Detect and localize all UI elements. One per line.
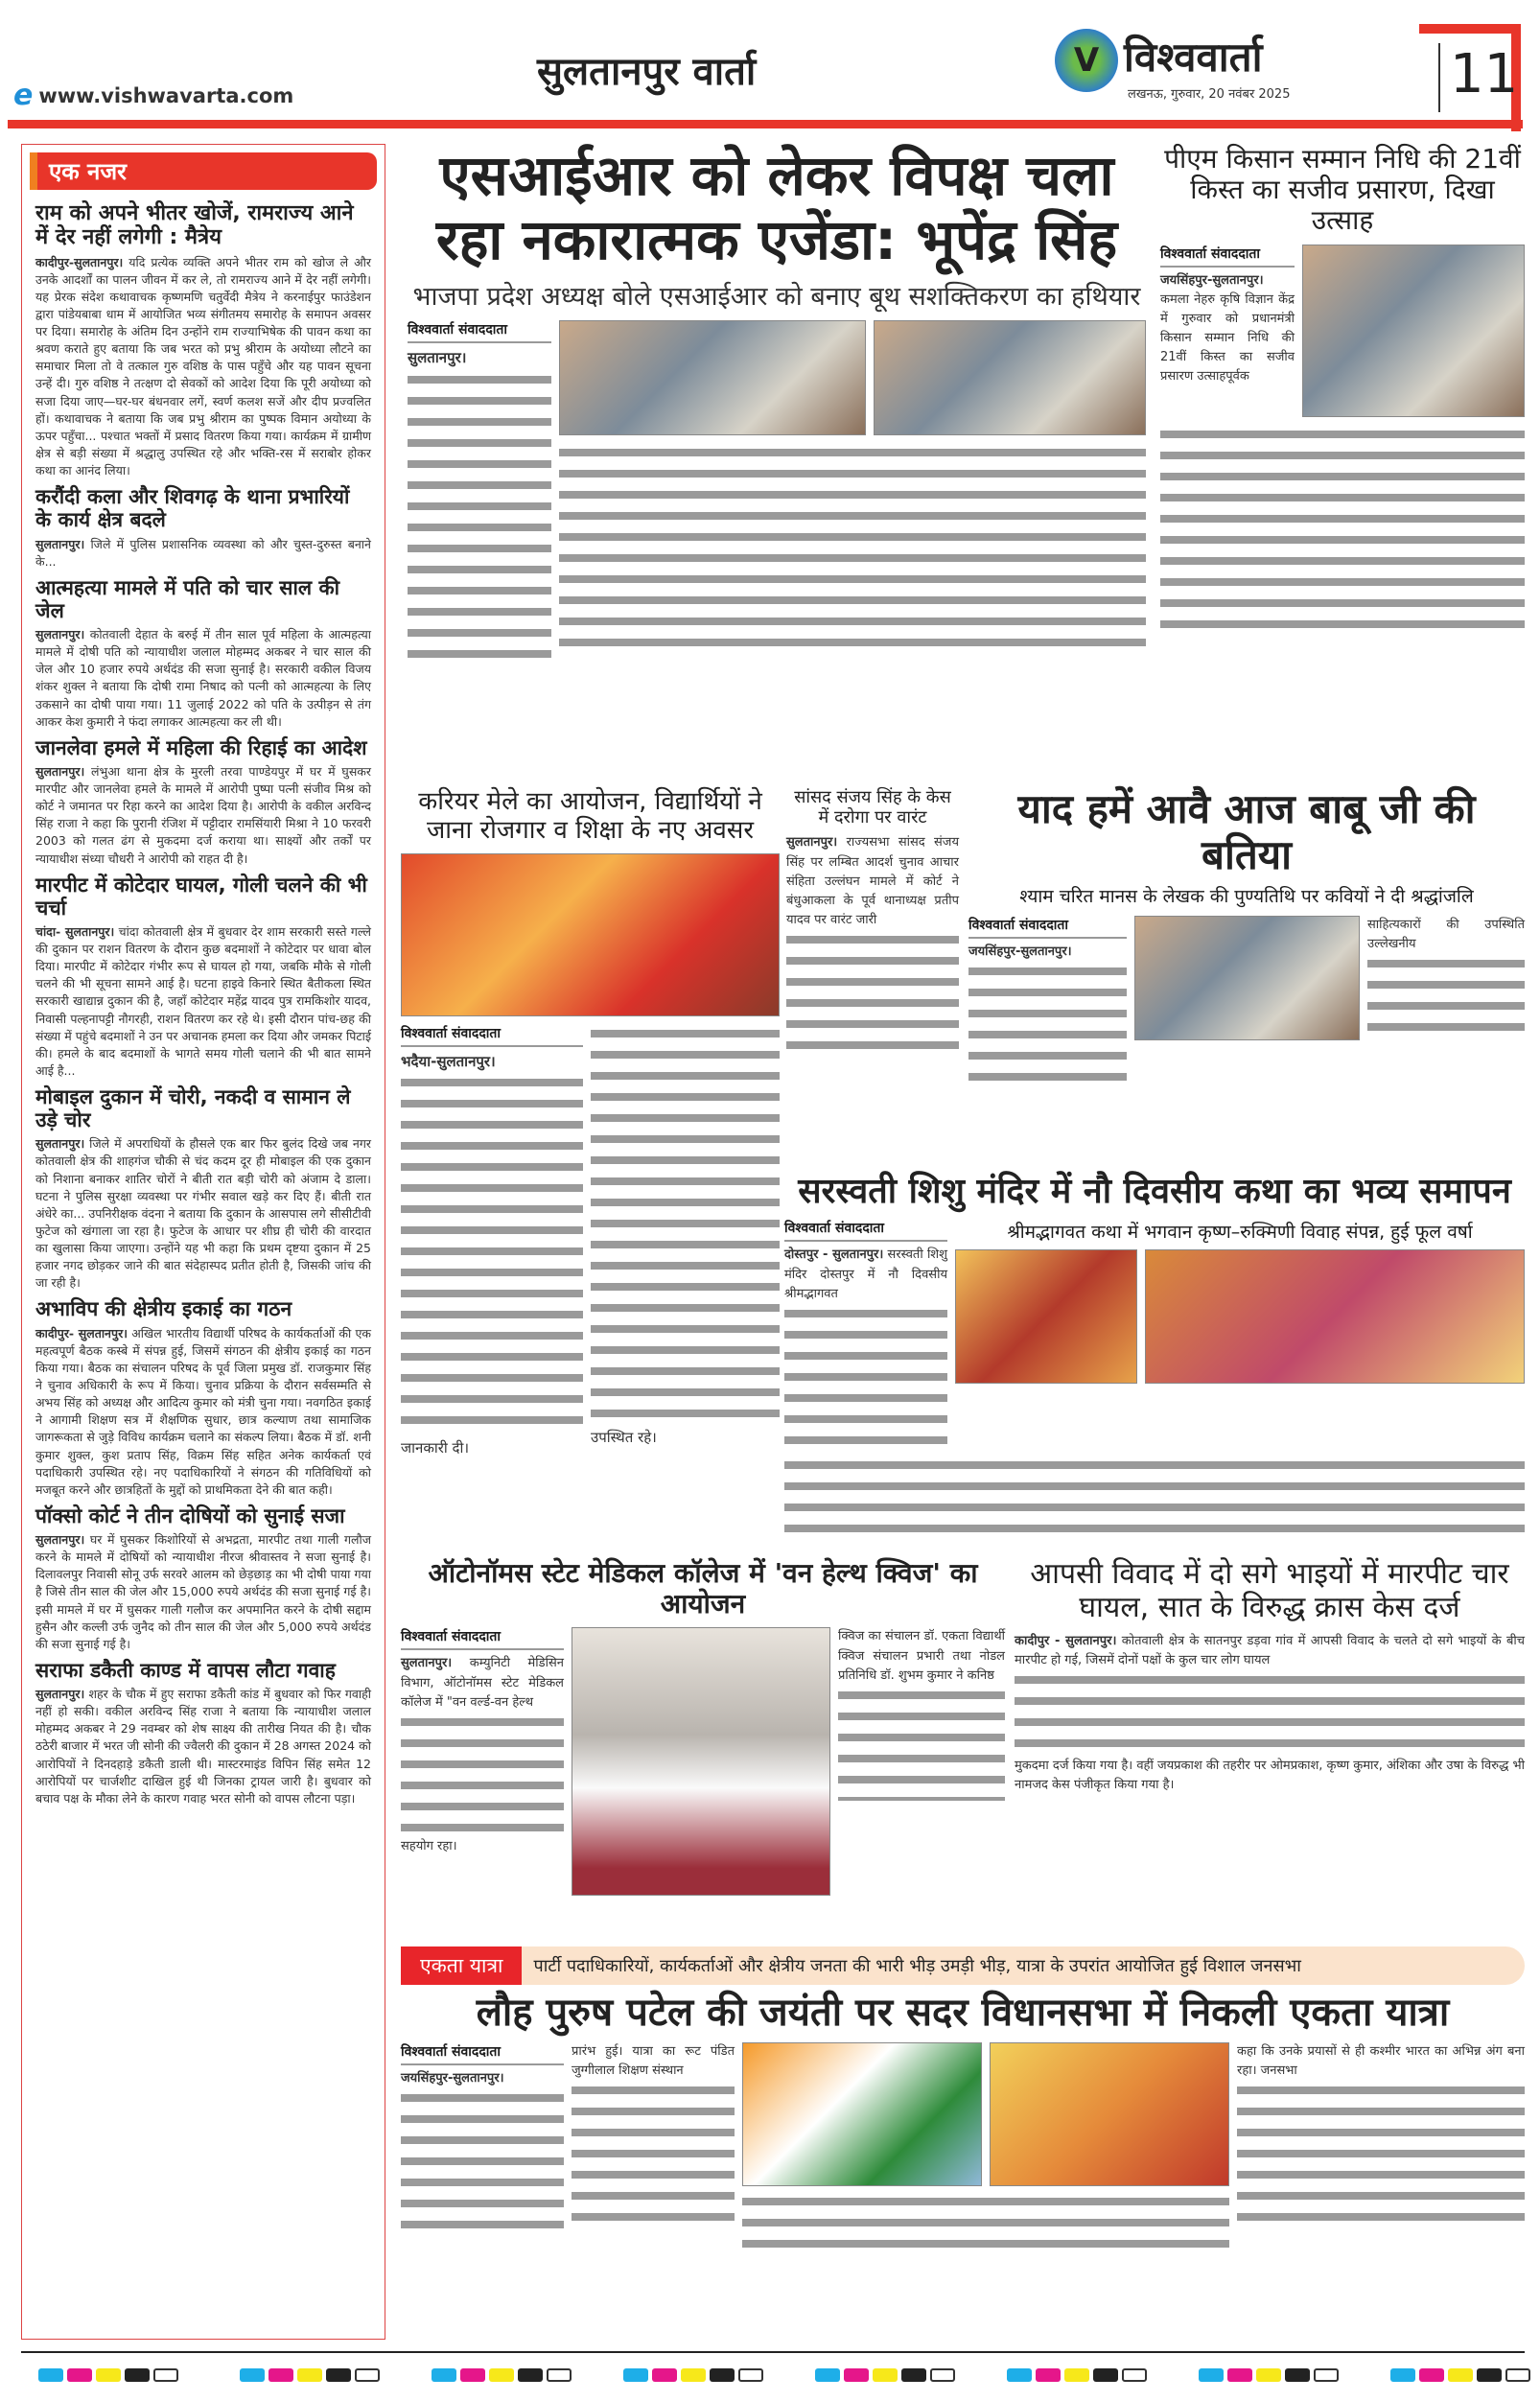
- lead-subheadline: भाजपा प्रदेश अध्यक्ष बोले एसआईआर को बनाए बूथ सशक्तिकरण का हथियार: [412, 282, 1141, 313]
- medical-text: कम्युनिटी मेडिसिन विभाग, ऑटोनॉमस स्टेट मेडिकल कॉलेज में "वन वर्ल्ड-वन हेल्थ: [401, 1656, 564, 1710]
- text-lines: [784, 1456, 1525, 1542]
- kisan-story: [1160, 144, 1525, 636]
- babuji-story: [968, 786, 1525, 1086]
- babuji-photo: [1134, 916, 1360, 1040]
- saraswati-text: सरस्वती शिशु मंदिर दोस्तपुर में नौ दिवसीय श्रीमद्भागवत: [784, 1247, 947, 1301]
- babuji-headline: याद हमें आवै आज बाबू जी की बतिया: [1017, 785, 1476, 879]
- color-swatch: [326, 2368, 351, 2382]
- story-headline: मारपीट में कोटेदार घायल, गोली चलने की भी चर्चा: [35, 873, 367, 920]
- dispute-text: कोतवाली क्षेत्र के सातनपुर डड़वा गांव में आपसी विवाद के चलते दो सगे भाइयों के बीच मारपीट हो गई, जिसमें दोनों पक्षों के कुल चार लोग घायल: [1015, 1634, 1525, 1668]
- text-lines: [742, 2192, 1229, 2249]
- sansad-story: [786, 788, 959, 1055]
- dateline-place: चांदा- सुलतानपुर।: [35, 923, 115, 939]
- text-lines: [1367, 954, 1525, 1031]
- dateline-place: सुलतानपुर।: [408, 349, 467, 367]
- left-story: [35, 874, 371, 1080]
- lead-photo-meeting: [874, 320, 1146, 435]
- color-swatch: [1036, 2368, 1061, 2382]
- brand-name: विश्ववार्ता: [1124, 34, 1263, 81]
- story-headline: पॉक्सो कोर्ट ने तीन दोषियों को सुनाई सजा: [35, 1504, 345, 1527]
- color-swatch: [1390, 2368, 1415, 2382]
- registration-mark-icon: [930, 2368, 955, 2382]
- footer-rule: [21, 2351, 1525, 2353]
- medical-headline: ऑटोनॉमस स्टेट मेडिकल कॉलेज में 'वन हेल्थ क्विज' का आयोजन: [428, 1557, 978, 1620]
- dateline-place: भदैया-सुलतानपुर।: [401, 1052, 496, 1070]
- byline: विश्ववार्ता संवाददाता: [401, 1024, 583, 1047]
- header-rule: [8, 120, 1523, 128]
- kisan-text: कमला नेहरु कृषि विज्ञान केंद्र में गुरुवार को प्रधानमंत्री किसान सम्मान निधि की 21वीं किस्त का सजीव प्रसारण उत्साहपूर्वक: [1160, 291, 1295, 385]
- color-swatch: [1093, 2368, 1118, 2382]
- story-text: यदि प्रत्येक व्यक्ति अपने भीतर राम को खोज ले और उनके आदर्शों का पालन जीवन में कर ले, तो रामराज्य आने में देर नहीं लगेगी। यह प्रेरक संदेश कथावाचक कृष्णमणि चतुर्वेदी मैत्रेय ने करनाईपुर फाउंडेशन द्वारा पांडेयबाबा धाम में आयोजित भव्य संगीतमय समारोह के समापन अवसर पर दिया। समारोह के अंतिम दिन उन्होंने राम राज्याभिषेक की पावन कथा का श्रवण कराते हुए बताया कि जब भरत को प्रभु श्रीराम के अयोध्या लौटने का समाचार मिला तो वे तत्काल गुरु वशिष्ठ के पास पहुँचे और यह पावन सूचना उन्हें दी। गुरु वशिष्ठ ने तत्क्षण दो सेवकों को आदेश दिया कि पूरी अयोध्या को सजा दिया जाए—घर-घर बंधनवार लगें, स्वर्ण कलश सजें और दीप प्रज्वलित हों। कथावाचक ने बताया कि जब प्रभु श्रीराम का पुष्पक विमान अयोध्या के ऊपर पहुँचा...: [35, 254, 371, 443]
- color-swatch: [652, 2368, 677, 2382]
- color-swatch: [240, 2368, 265, 2382]
- saraswati-story: [784, 1172, 1525, 1542]
- story-text: चांदा कोतवाली क्षेत्र में बुधवार देर शाम सरकारी सस्ते गल्ले की दुकान पर राशन वितरण के दौरान कुछ बदमाशों ने कोटेदार पर धावा बोल दिया। मारपीट में कोटेदार गंभीर रूप से घायल हो गया, जबकि मौके से गोली चलने की भी सूचना सामने आई है। घटना हाइवे किनारे स्थित बैतीकला स्थित सरकारी खाद्यान्न दुकान की है, जहाँ कोटेदार महेंद्र यादव पुत्र रामकिशोर यादव, निवासी पल्हनापट्टी नौगरही, राशन वितरण कर रहे थे। इसी दौरान पांच-छह की संख्या में पहुंचे बदमाशों ने उन पर अचानक हमला कर दिया और जमकर पिटाई की। हमले के बाद बदमाशों के भागते समय गोली चलाने की भी बात सामने आई है...: [35, 923, 371, 1078]
- medical-photo: [572, 1627, 830, 1896]
- saraswati-subheadline: श्रीमद्भागवत कथा में भगवान कृष्ण–रुक्मिणी विवाह संपन्न, हुई फूल वर्षा: [1007, 1222, 1473, 1244]
- color-swatch: [1227, 2368, 1252, 2382]
- left-story: [35, 576, 371, 731]
- sansad-text: राज्यसभा सांसद संजय सिंह पर लम्बित आदर्श चुनाव आचार संहिता उल्लंघन मामले में कोर्ट ने बंधुआकला के पूर्व थानाध्यक्ष प्रतीप यादव पर वारंट जारी: [786, 835, 959, 927]
- color-swatch: [1256, 2368, 1281, 2382]
- ekta-headline: लौह पुरुष पटेल की जयंती पर सदर विधानसभा में निकली एकता यात्रा: [476, 1991, 1450, 2035]
- left-news-box: [21, 144, 385, 2340]
- dispute-headline: आपसी विवाद में दो सगे भाइयों में मारपीट चार घायल, सात के विरुद्ध क्रास केस दर्ज: [1030, 1557, 1509, 1624]
- saraswati-photo-2: [1145, 1249, 1525, 1384]
- lead-headline: एसआईआर को लेकर विपक्ष चला रहा नकारात्मक एजेंडा: भूपेंद्र सिंह: [435, 143, 1118, 272]
- color-swatch: [489, 2368, 514, 2382]
- color-swatch: [1419, 2368, 1444, 2382]
- dateline-place: सुलतानपुर।: [35, 1136, 85, 1152]
- left-story: [35, 736, 371, 868]
- color-swatch: [518, 2368, 543, 2382]
- color-swatch: [96, 2368, 121, 2382]
- color-swatch: [1064, 2368, 1089, 2382]
- color-swatch: [815, 2368, 840, 2382]
- story-text: शहर के चौक में हुए सराफा डकैती कांड में बुधवार को फिर गवाही नहीं हो सकी। वकील अरविन्द सिंह राजा ने बताया कि न्यायाधीश जलाल मोहम्मद अकबर ने 29 नवम्बर को शेष साक्ष्य की तारीख नियत की है। चौक ठठेरी बाजार में भरत जी सोनी की ज्वैलरी की दुकान में 28 अगस्त 2024 को आरोपियों ने दिनदहाड़े डकैती डाली थी। मास्टरमाइंड विपिन सिंह समेत 12 आरोपियों पर चार्जशीट दाखिल हुई थी जिनका ट्रायल जारी है। बुधवार को बचाव पक्ष के मौका लेने के कारण गवाह भरत सोनी को वापस लौटना पड़ा।: [35, 1687, 371, 1806]
- color-swatch: [901, 2368, 926, 2382]
- text-lines: [1237, 2081, 1525, 2225]
- dateline-place: जयसिंहपुर-सुलतानपुर।: [401, 2071, 504, 2086]
- color-swatch: [1007, 2368, 1032, 2382]
- page-number: 11: [1438, 43, 1518, 112]
- ekta-col2: प्रारंभ हुई। यात्रा का रूट पंडित जुग्गीलाल शिक्षण संस्थान: [572, 2044, 735, 2079]
- byline: विश्ववार्ता संवाददाता: [408, 320, 551, 343]
- color-swatch: [1448, 2368, 1473, 2382]
- color-swatch: [268, 2368, 293, 2382]
- color-swatch: [1285, 2368, 1310, 2382]
- story-text: कोतवाली देहात के बरुई में तीन साल पूर्व महिला के आत्महत्या मामले में दोषी पति को न्यायाधीश जलाल मोहम्मद अकबर ने चार साल की जेल और 10 हजार रुपये अर्थदंड की सजा सुनाई है। सरकारी वकील विजय शंकर शुक्ल ने बताया कि दोषी रामा निषाद को पत्नी को आत्महत्या के लिए उकसाने का दोषी पाया गया। 11 जुलाई 2022 को पति के उत्पीड़न से तंग आकर केश कुमारी ने फंदा लगाकर आत्महत्या कर ली थी।: [35, 627, 371, 729]
- left-story: [35, 1659, 371, 1807]
- ekta-side: कहा कि उनके प्रयासों से ही कश्मीर भारत का अभिन्न अंग बना रहा। जनसभा: [1237, 2044, 1525, 2079]
- story-headline: करौंदी कला और शिवगढ़ के थाना प्रभारियों के कार्य क्षेत्र बदले: [35, 485, 350, 532]
- color-swatch: [1477, 2368, 1502, 2382]
- story-headline: अभाविप की क्षेत्रीय इकाई का गठन: [35, 1297, 292, 1321]
- medical-side: क्विज का संचालन डॉ. एकता विद्यार्थी क्विज संचालन प्रभारी तथा नोडल प्रतिनिधि डॉ. शुभम कुमार ने कनिष्ठ: [838, 1629, 1006, 1683]
- story-headline: आत्महत्या मामले में पति को चार साल की जेल: [35, 575, 340, 622]
- dateline-place: कादीपुर - सुलतानपुर।: [1015, 1634, 1117, 1648]
- left-story: [35, 201, 371, 479]
- color-swatch: [67, 2368, 92, 2382]
- story-text: जिले में पुलिस प्रशासनिक व्यवस्था को और चुस्त-दुरुस्त बनाने के...: [35, 536, 371, 569]
- byline: विश्ववार्ता संवाददाता: [968, 916, 1127, 939]
- left-story: [35, 1504, 371, 1653]
- sansad-headline: सांसद संजय सिंह के केस में दरोगा पर वारंट: [794, 787, 951, 828]
- color-swatch: [297, 2368, 322, 2382]
- color-swatch: [432, 2368, 456, 2382]
- left-story: [35, 485, 371, 571]
- dateline-place: जयसिंहपुर-सुलतानपुर।: [1160, 272, 1264, 288]
- story-headline: सराफा डकैती काण्ड में वापस लौटा गवाह: [35, 1658, 336, 1682]
- career-end-2: उपस्थित रहे।: [591, 1428, 657, 1446]
- text-lines: [1015, 1670, 1525, 1757]
- browser-e-icon: e: [13, 79, 34, 112]
- color-swatch: [1199, 2368, 1224, 2382]
- career-photo: [401, 853, 780, 1016]
- color-swatch: [844, 2368, 869, 2382]
- text-lines: [1160, 425, 1525, 636]
- dateline-place: दोस्तपुर - सुलतानपुर।: [784, 1247, 884, 1263]
- dateline-place: जयसिंहपुर-सुलतानपुर।: [968, 944, 1072, 959]
- lead-story: [408, 144, 1146, 658]
- babuji-subheadline: श्याम चरित मानस के लेखक की पुण्यतिथि पर कवियों ने दी श्रद्धांजलि: [1019, 885, 1474, 907]
- byline: विश्ववार्ता संवाददाता: [784, 1219, 947, 1242]
- dateline-place: कादीपुर- सुलतानपुर।: [35, 1325, 128, 1340]
- story-end: पश्चात भक्तों में प्रसाद वितरण किया गया। कार्यक्रम में ग्रामीण क्षेत्र से बड़ी संख्या में श्रद्धालु उपस्थित रहे और भक्ति-रस में सराबोर होकर कथा का आनंद लिया।: [35, 428, 371, 478]
- website-url[interactable]: e www.vishwavarta.com: [13, 79, 294, 112]
- babuji-side: साहित्यकारों की उपस्थिति उल्लेखनीय: [1367, 917, 1525, 951]
- saraswati-headline: सरस्वती शिशु मंदिर में नौ दिवसीय कथा का भव्य समापन: [798, 1172, 1511, 1211]
- registration-mark-icon: [1122, 2368, 1147, 2382]
- left-story: [35, 1085, 371, 1292]
- story-headline: जानलेवा हमले में महिला की रिहाई का आदेश: [35, 735, 367, 759]
- color-swatch: [681, 2368, 706, 2382]
- dateline-place: कादीपुर-सुलतानपुर।: [35, 254, 124, 269]
- dateline-place: सुलतानपुर।: [35, 1687, 85, 1702]
- section-title: सुलतानपुर वार्ता: [537, 50, 757, 94]
- career-end: जानकारी दी।: [401, 1439, 470, 1457]
- story-headline: मोबाइल दुकान में चोरी, नकदी व सामान ले उड़े चोर: [35, 1085, 351, 1132]
- text-lines: [591, 1024, 780, 1427]
- text-lines: [559, 443, 1146, 654]
- text-lines: [408, 370, 551, 658]
- color-swatch: [460, 2368, 485, 2382]
- text-lines: [572, 2081, 735, 2225]
- ekta-tag: एकता यात्रा: [401, 1946, 522, 1985]
- byline: विश्ववार्ता संवाददाता: [401, 2042, 564, 2065]
- color-swatch: [38, 2368, 63, 2382]
- color-swatch: [873, 2368, 898, 2382]
- story-text: जिले में अपराधियों के हौसले एक बार फिर बुलंद दिखे जब नगर कोतवाली क्षेत्र की शाहगंज चौकी से चंद कदम दूर ही मोबाइल की एक दुकान को निशाना बनाकर शातिर चोरों ने बीती रात बड़ी चोरी को अंजाम दे डाला। घटना ने पुलिस सुरक्षा व्यवस्था पर गंभीर सवाल खड़े कर दिए हैं। बीती रात अंधेरे का... उपनिरीक्षक वंदना ने बताया कि दुकान के आसपास लगे सीसीटीवी फुटेज को खंगाला जा रहा है। फुटेज के आधार पर शीघ्र ही चोरी की वारदात का खुलासा किया जाएगा। उन्होंने यह भी कहा कि प्रथम दृष्टया दुकान में 25 हजार नगद छोड़कर जाने की बात संदेहास्पद प्रतीत होती है, जिसकी जांच की जा रही है।: [35, 1136, 371, 1291]
- dateline-place: सुलतानपुर।: [401, 1656, 453, 1671]
- story-headline: राम को अपने भीतर खोजें, रामराज्य आने में देर नहीं लगेगी : मैत्रेय: [35, 201, 354, 250]
- text-lines: [784, 1304, 947, 1448]
- kisan-headline: पीएम किसान सम्मान निधि की 21वीं किस्त का सजीव प्रसारण, दिखा उत्साह: [1164, 143, 1521, 237]
- dateline-place: सुलतानपुर।: [35, 627, 85, 642]
- story-text: घर में घुसकर किशोरियों से अभद्रता, मारपीट तथा गाली गलौज करने के मामले में दोषियों को न्यायाधीश नीरज श्रीवास्तव ने सजा सुनाई है। दिलावलपुर निवासी सोनू उर्फ सरवरे आलम को छेड़छाड़ का भी दोषी पाया गया है जिसे तीन साल की जेल और 15,000 रुपये अर्थदंड की सजा सुनाई गई है। इसी मामले में घर में घुसकर गाली गलौज कर अपमानित करने के दोषी सद्दाम हुसैन और कल्ली उर्फ जुनैद को तीन साल की जेल और 5,000 रुपये अर्थदंड की सजा सुनाई गई है।: [35, 1532, 371, 1651]
- byline: विश्ववार्ता संवाददाता: [1160, 245, 1295, 268]
- registration-mark-icon: [1505, 2368, 1530, 2382]
- color-swatch: [125, 2368, 150, 2382]
- byline: विश्ववार्ता संवाददाता: [401, 1627, 564, 1650]
- text-lines: [401, 1073, 583, 1437]
- story-text: अखिल भारतीय विद्यार्थी परिषद के कार्यकर्ताओं की एक महत्वपूर्ण बैठक कस्बे में संपन्न हुई, जिसमें संगठन की क्षेत्रीय इकाई का गठन किया गया। बैठक का संचालन परिषद के पूर्व जिला प्रमुख डॉ. राजकुमार सिंह ने चुनाव अधिकारी के रूप में किया। चुनाव प्रक्रिया के दौरान सर्वसम्मति से अभय सिंह को अध्यक्ष और आदित्य कुमार को मंत्री चुना गया। नवगठित इकाई ने आगामी शिक्षण सत्र में शैक्षणिक सुधार, छात्र कल्याण तथा सामाजिक जागरूकता से जुड़े विविध कार्यक्रम चलाने का संकल्प लिया। बैठक में डॉ. शनी कुमार शुक्ल, कुश प्रताप सिंह, विक्रम सिंह सहित अनेक कार्यकर्ता एवं पदाधिकारी उपस्थित रहे। नए पदाधिकारियों ने संगठन की गतिविधियों को मजबूत करने और छात्रहितों के मुद्दों को प्राथमिकता देने की बात कही।: [35, 1325, 372, 1497]
- dateline-place: सुलतानपुर।: [35, 763, 85, 779]
- career-headline: करियर मेले का आयोजन, विद्यार्थियों ने जाना रोजगार व शिक्षा के नए अवसर: [418, 787, 762, 845]
- color-swatch: [710, 2368, 735, 2382]
- dispute-end: मुकदमा दर्ज किया गया है। वहीं जयप्रकाश की तहरीर पर ओमप्रकाश, कृष्ण कुमार, अंशिका और उषा के विरुद्ध भी नामजद केस पंजीकृत किया गया है।: [1015, 1759, 1525, 1793]
- brand-logo-icon: V: [1055, 29, 1118, 92]
- lead-photo-press: [559, 320, 866, 435]
- text-lines: [401, 2088, 564, 2232]
- ekta-photo-rally: [742, 2042, 982, 2186]
- story-text: लंभुआ थाना क्षेत्र के मुरली तरवा पाण्डेयपुर में घर में घुसकर मारपीट और जानलेवा हमले के मामले में आरोपी पुष्पा पत्नी संजीव मिश्र को कोर्ट ने जमानत पर रिहा करने का आदेश दिया है। आरोपी के वकील अरविन्द सिंह राजा ने कहा कि पुरानी रंजिश में पट्टीदार रामसिंयारी मिश्रा ने 10 फरवरी 2003 को गलत ढंग से मुकदमा दर्ज कराया था। साक्ष्यों और तर्कों पर न्यायाधीश संध्या चौधरी ने आरोपी को राहत दी है।: [35, 763, 371, 866]
- text-lines: [401, 1713, 564, 1837]
- kisan-photo: [1302, 245, 1525, 417]
- medical-story: [401, 1558, 1005, 1896]
- dateline: लखनऊ, गुरुवार, 20 नवंबर 2025: [1128, 87, 1291, 102]
- color-swatch: [623, 2368, 648, 2382]
- medical-end: सहयोग रहा।: [401, 1838, 457, 1853]
- ekta-strap: पार्टी पदाधिकारियों, कार्यकर्ताओं और क्षेत्रीय जनता की भारी भीड़ उमड़ी भीड़, यात्रा के उपरांत आयोजित हुई विशाल जनसभा: [533, 1956, 1301, 1976]
- registration-mark-icon: [153, 2368, 178, 2382]
- ekta-banner: [401, 1946, 1525, 1985]
- dateline-place: सुलतानपुर।: [786, 835, 838, 851]
- dateline-place: सुलतानपुर।: [35, 1532, 85, 1548]
- registration-mark-icon: [1314, 2368, 1339, 2382]
- dispute-story: [1015, 1558, 1525, 1796]
- ekta-story: [401, 1946, 1525, 2249]
- ek-nazar-tag: एक नजर: [30, 152, 377, 190]
- left-story: [35, 1297, 371, 1498]
- saraswati-photo-1: [955, 1249, 1137, 1384]
- text-lines: [786, 930, 959, 1055]
- ekta-photo-stage: [990, 2042, 1229, 2186]
- text-lines: [968, 962, 1127, 1086]
- dateline-place: सुलतानपुर।: [35, 536, 85, 551]
- career-story: [401, 788, 780, 1459]
- registration-mark-icon: [547, 2368, 572, 2382]
- registration-mark-icon: [738, 2368, 763, 2382]
- registration-mark-icon: [355, 2368, 380, 2382]
- text-lines: [838, 1686, 1005, 1801]
